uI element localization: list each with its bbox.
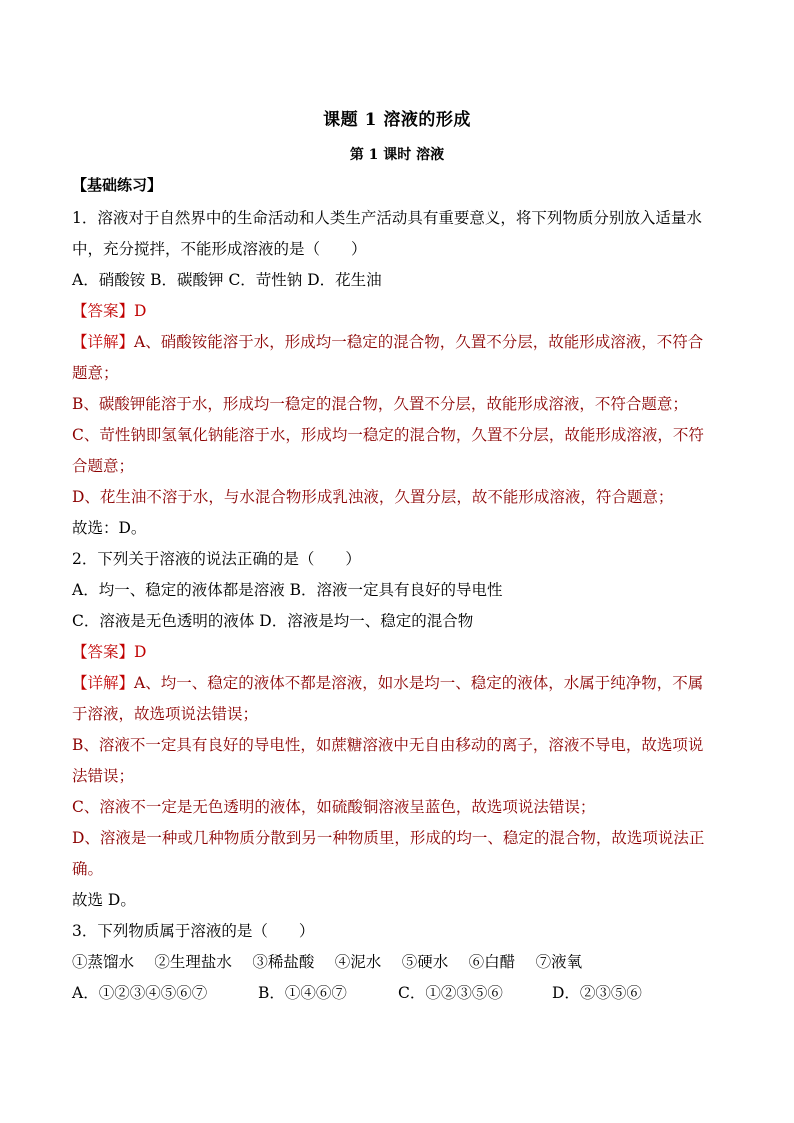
q1-detail-line4: C、苛性钠即氢氧化钠能溶于水，形成均一稳定的混合物，久置不分层，故能形成溶液，不符 (72, 426, 704, 444)
q2-detail-line5: C、溶液不一定是无色透明的液体，如硫酸铜溶液呈蓝色，故选项说法错误； (72, 798, 596, 816)
q1-detail-line6: D、花生油不溶于水，与水混合物形成乳浊液，久置分层，故不能形成溶液，符合题意； (72, 488, 674, 506)
q1-options: A．硝酸铵 B．碳酸钾 C．苛性钠 D．花生油 (72, 271, 382, 289)
q1-detail-line3: B、碳酸钾能溶于水，形成均一稳定的混合物，久置不分层，故能形成溶液，不符合题意； (72, 395, 688, 413)
q3-option-c: C．①②③⑤⑥ (398, 984, 503, 1002)
q2-detail-line2: 于溶液，故选项说法错误； (72, 705, 259, 723)
q3-option-b: B．①④⑥⑦ (258, 984, 347, 1002)
q1-stem-line2: 中，充分搅拌，不能形成溶液的是（ ） (72, 240, 367, 258)
q1-conclusion: 故选：D。 (72, 519, 147, 537)
q3-options (72, 978, 724, 1009)
document-body (72, 203, 724, 1009)
q1-stem-line1: 1．溶液对于自然界中的生命活动和人类生产活动具有重要意义，将下列物质分别放入适量水 (72, 209, 702, 227)
q1-answer-value: D (134, 302, 147, 320)
q2-stem: 2．下列关于溶液的说法正确的是（ ） (72, 550, 361, 568)
answer-tag: 【答案】 (72, 643, 135, 661)
q3-option-d: D．②③⑤⑥ (552, 984, 642, 1002)
section-heading: 【基础练习】 (72, 176, 163, 194)
q1-detail-line5: 合题意； (72, 457, 135, 475)
q1-answer (72, 296, 724, 327)
q2-detail-line6: D、溶液是一种或几种物质分散到另一种物质里，形成的均一、稳定的混合物，故选项说法正 (72, 829, 705, 847)
q2-options-line1: A．均一、稳定的液体都是溶液 B．溶液一定具有良好的导电性 (72, 581, 503, 599)
answer-tag: 【答案】 (72, 302, 135, 320)
page-title: 课题 1 溶液的形成 (323, 110, 471, 130)
q2-conclusion: 故选 D。 (72, 891, 136, 909)
q2-detail-text1: A、均一、稳定的液体不都是溶液，如水是均一、稳定的液体，水属于纯净物，不属 (134, 674, 704, 692)
q2-answer-value: D (134, 643, 147, 661)
q2-options-line2: C．溶液是无色透明的液体 D．溶液是均一、稳定的混合物 (72, 612, 474, 630)
q3-stem: 3．下列物质属于溶液的是（ ） (72, 922, 315, 940)
q2-detail-line3: B、溶液不一定具有良好的导电性，如蔗糖溶液中无自由移动的离子，溶液不导电，故选项说 (72, 736, 704, 754)
q1-detail-line2: 题意； (72, 364, 119, 382)
q1-detail-line1 (72, 327, 724, 358)
detail-tag: 【详解】 (72, 333, 135, 351)
q2-detail-line7: 确。 (72, 860, 104, 878)
q2-answer (72, 637, 724, 668)
q2-detail-line4: 法错误； (72, 767, 135, 785)
page-subtitle: 第 1 课时 溶液 (349, 147, 445, 163)
q1-detail-text1: A、硝酸铵能溶于水，形成均一稳定的混合物，久置不分层，故能形成溶液，不符合 (134, 333, 704, 351)
q2-detail-line1 (72, 668, 724, 699)
q3-items: ①蒸馏水 ②生理盐水 ③稀盐酸 ④泥水 ⑤硬水 ⑥白醋 ⑦液氧 (72, 953, 583, 971)
detail-tag: 【详解】 (72, 674, 135, 692)
q3-option-a: A．①②③④⑤⑥⑦ (72, 984, 208, 1002)
